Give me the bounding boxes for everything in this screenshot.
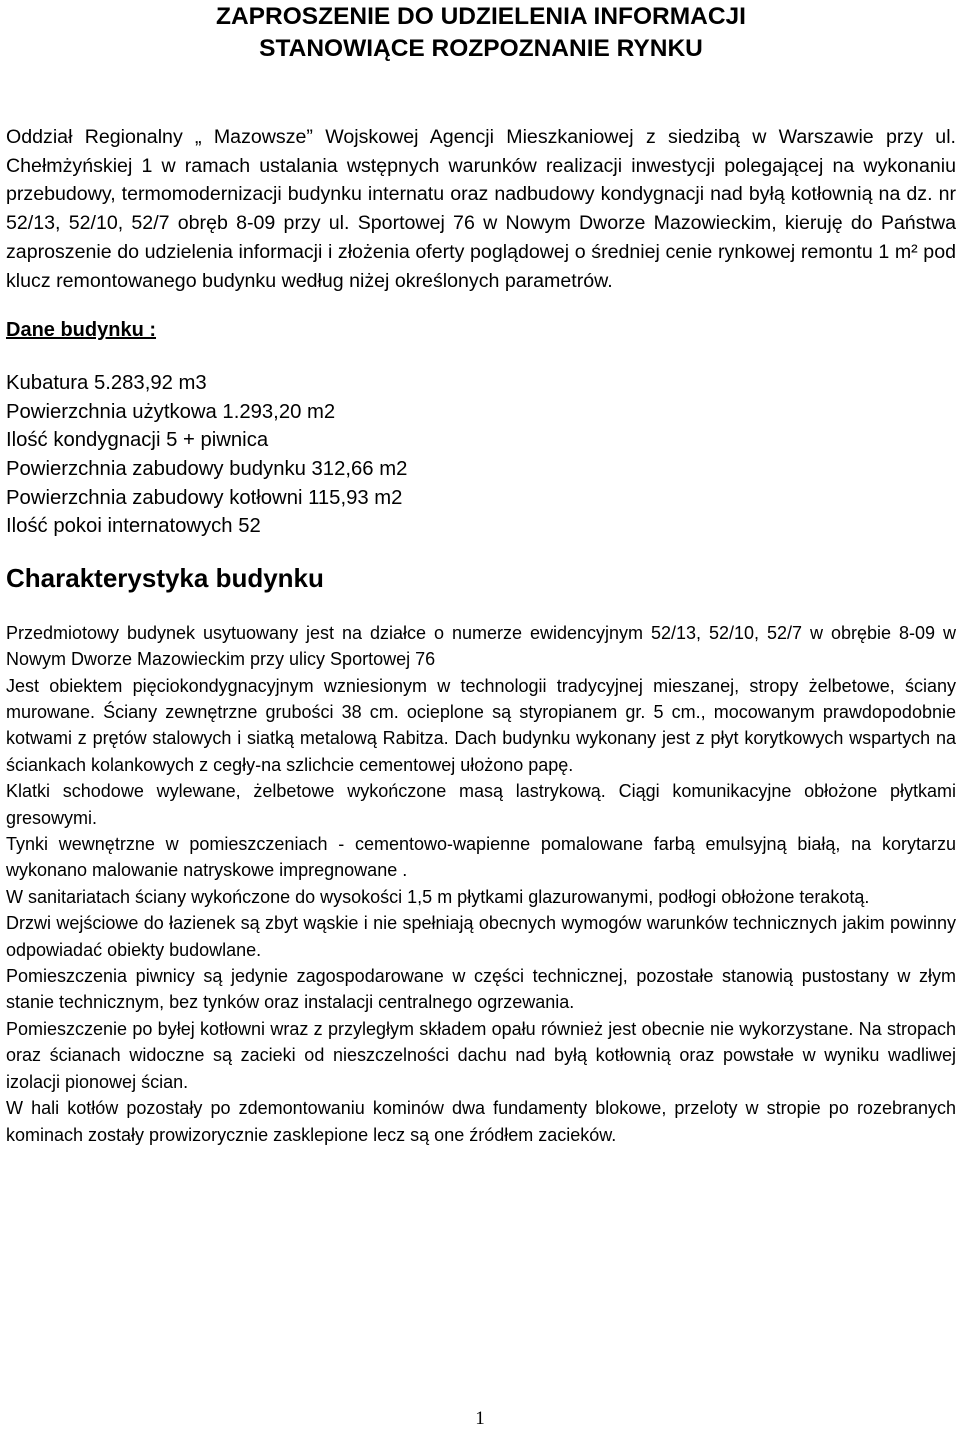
page-number: 1	[475, 1408, 485, 1429]
document-title	[6, 0, 956, 65]
intro-paragraph: Oddział Regionalny „ Mazowsze” Wojskowej Agencji Mieszkaniowej z siedzibą w Warszawie przy ul. Chełmżyńskiej 1 w ramach ustalania wstępnych warunków realizacji inwestycji polegającej na wykonaniu przebudowy, termomodernizacji budynku internatu oraz nadbudowy kondygnacji nad byłą kotłownią na dz. nr 52/13, 52/10, 52/7 obręb 8-09 przy ul. Sportowej 76 w Nowym Dworze Mazowieckim, kieruję do Państwa zaproszenie do udzielenia informacji i złożenia oferty poglądowej o średniej cenie rynkowej remontu 1 m² pod klucz remontowanego budynku według niżej określonych parametrów.	[6, 126, 956, 292]
building-data-list	[6, 369, 956, 541]
characteristics-paragraph: Pomieszczenie po byłej kotłowni wraz z przyległym składem opału również jest obecnie nie wykorzystane. Na stropach oraz ścianach widoczne są zacieki od nieszczelności dachu nad byłą kotłownią oraz powstałe w wyniku wadliwej izolacji pionowej ścian.	[6, 1018, 956, 1092]
characteristics-body	[6, 620, 956, 1148]
building-data-item: Ilość pokoi internatowych 52	[6, 515, 261, 538]
building-data-item: Powierzchnia użytkowa 1.293,20 m2	[6, 400, 336, 423]
building-data-item: Kubatura 5.283,92 m3	[6, 372, 207, 395]
characteristics-paragraph: Drzwi wejściowe do łazienek są zbyt wąskie i nie spełniają obecnych wymogów warunków technicznych jakim powinny odpowiadać obiekty budowlane.	[6, 913, 956, 960]
title-line-2: STANOWIĄCE ROZPOZNANIE RYNKU	[259, 35, 703, 62]
characteristics-paragraph: W sanitariatach ściany wykończone do wysokości 1,5 m płytkami glazurowanymi, podłogi obłożone terakotą.	[6, 886, 870, 907]
characteristics-heading: Charakterystyka budynku	[6, 562, 324, 593]
characteristics-paragraph: Przedmiotowy budynek usytuowany jest na działce o numerze ewidencyjnym 52/13, 52/10, 52/7 w obrębie 8-09 w Nowym Dworze Mazowieckim przy ulicy Sportowej 76	[6, 622, 956, 670]
building-data-heading: Dane budynku :	[6, 319, 157, 342]
characteristics-paragraph: Klatki schodowe wylewane, żelbetowe wykończone masą lastrykową. Ciągi komunikacyjne obłożone płytkami gresowymi.	[6, 781, 956, 828]
characteristics-paragraph: W hali kotłów pozostały po zdemontowaniu kominów dwa fundamenty blokowe, przeloty w stropie po rozebranych kominach zostały prowizorycznie zasklepione lecz są one źródłem zacieków.	[6, 1098, 956, 1145]
document-page	[6, 0, 956, 1148]
building-data-item: Powierzchnia zabudowy budynku 312,66 m2	[6, 458, 408, 480]
building-data-item: Powierzchnia zabudowy kotłowni 115,93 m2	[6, 486, 403, 509]
title-line-1: ZAPROSZENIE DO UDZIELENIA INFORMACJI	[216, 3, 746, 30]
characteristics-paragraph: Tynki wewnętrzne w pomieszczeniach - cementowo-wapienne pomalowane farbą emulsyjną białą, na korytarzu wykonano malowanie natryskowe impregnowane .	[6, 834, 956, 881]
building-data-item: Ilość kondygnacji 5 + piwnica	[6, 429, 269, 452]
characteristics-paragraph: Jest obiektem pięciokondygnacyjnym wzniesionym w technologii tradycyjnej mieszanej, stropy żelbetowe, ściany murowane. Ściany zewnętrzne grubości 38 cm. ocieplone są styropianem gr. 5 cm., mocowanym prawdopodobnie kotwami z prętów stalowych i siatką metalową Rabitza. Dach budynku wykonany jest z płyt korytkowych wspartych na ściankach kolankowych z cegły-na szlichcie cementowej ułożono papę.	[6, 675, 956, 775]
characteristics-paragraph: Pomieszczenia piwnicy są jedynie zagospodarowane w części technicznej, pozostałe stanowią pustostany w złym stanie technicznym, bez tynków oraz instalacji centralnego ogrzewania.	[6, 966, 956, 1013]
